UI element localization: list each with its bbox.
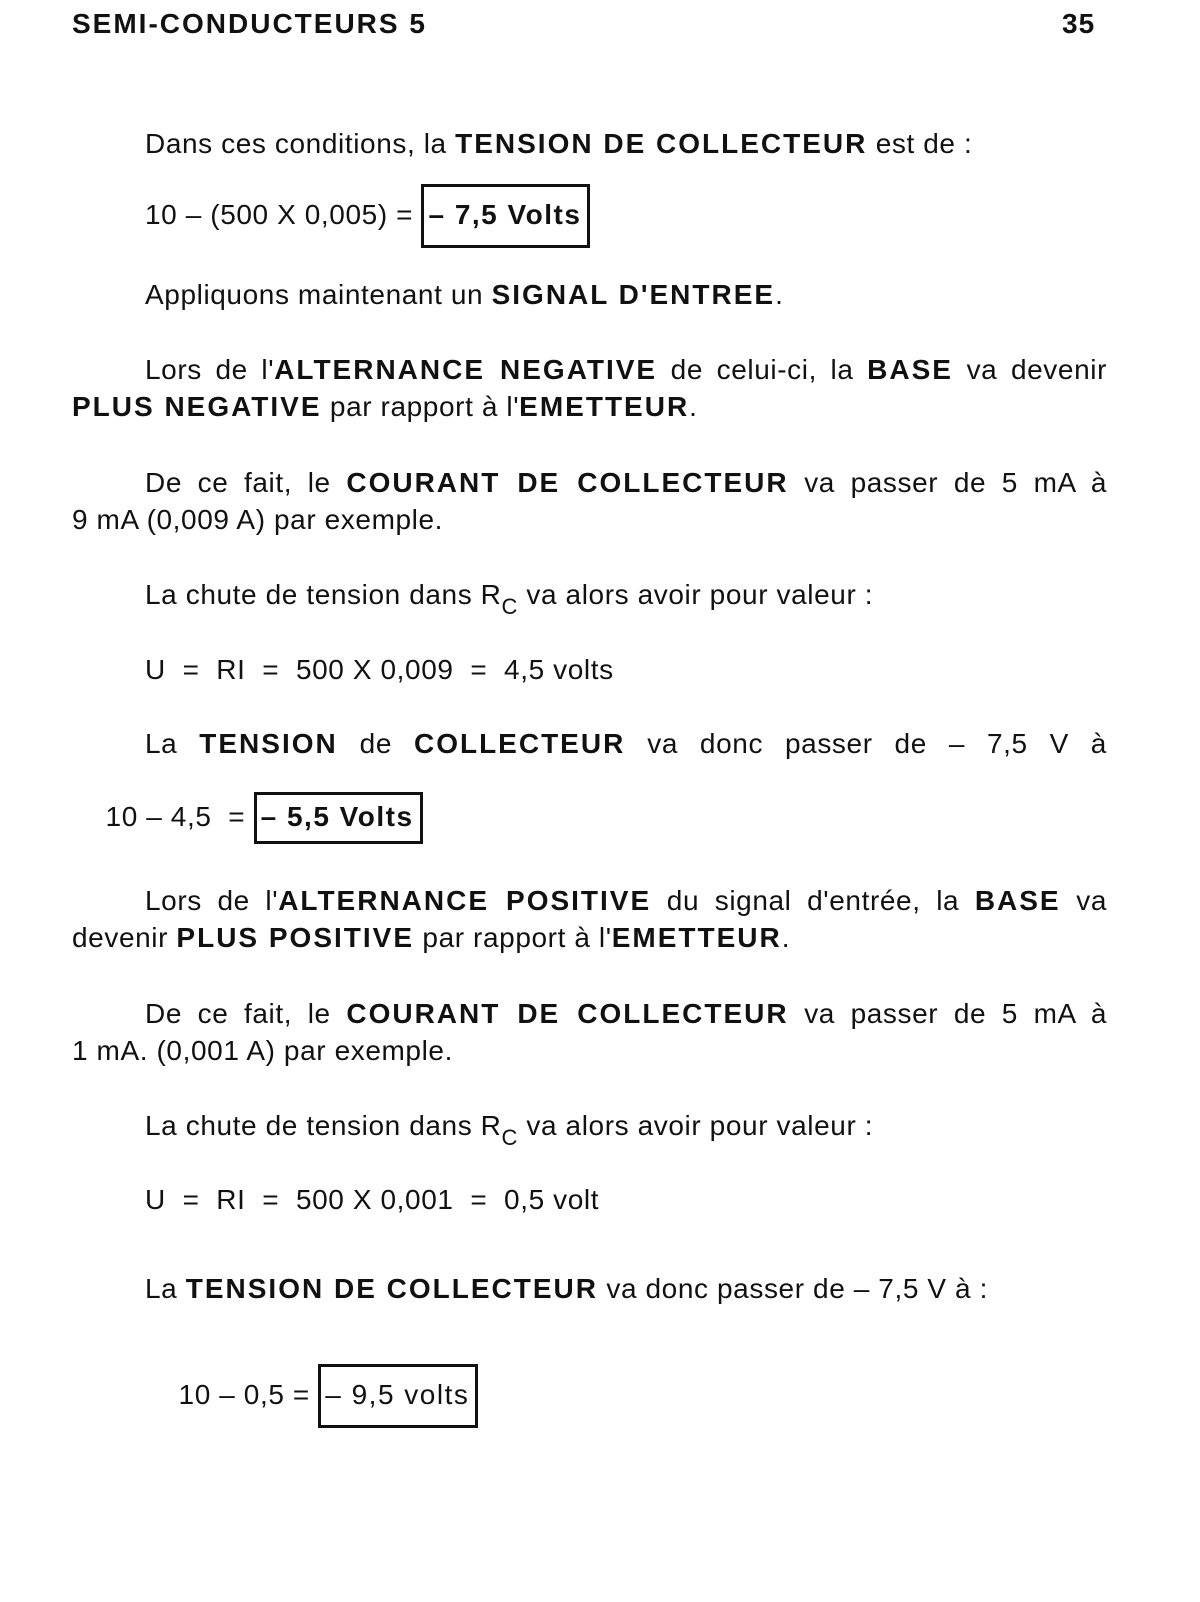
- paragraph-current-decrease-line2: 1 mA. (0,001 A) par exemple.: [72, 1035, 453, 1066]
- paragraph-negative-alternation-line2: PLUS NEGATIVE par rapport à l'EMETTEUR.: [72, 391, 698, 422]
- paragraph-voltage-drop-1: La chute de tension dans $R_C$ va alors avoir pour valeur :: [145, 579, 874, 619]
- result-box: – 7,5 Volts: [421, 184, 590, 248]
- equation-voltage-drop-1: U = RI = 500 X 0,009 = 4,5 volts: [145, 654, 614, 685]
- paragraph-current-increase-line1: De ce fait, le COURANT DE COLLECTEUR va passer de 5 mA à: [145, 467, 1108, 498]
- running-header-title: SEMI-CONDUCTEURS 5: [72, 8, 427, 39]
- paragraph-negative-alternation-line1: Lors de l'ALTERNANCE NEGATIVE de celui-ci, la BASE va devenir: [145, 354, 1107, 385]
- result-box: – 5,5 Volts: [254, 792, 423, 844]
- paragraph-voltage-drop-2: La chute de tension dans $R_C$ va alors avoir pour valeur :: [145, 1110, 874, 1150]
- equation-result-1: 10 – 4,5 = – 5,5 Volts: [72, 760, 423, 876]
- paragraph-collector-voltage-change-1-line1: La TENSION de COLLECTEUR va donc passer de – 7,5 V à: [145, 728, 1107, 759]
- result-box: – 9,5 volts: [318, 1364, 478, 1428]
- paragraph-collector-voltage-intro: Dans ces conditions, la TENSION DE COLLECTEUR est de :: [145, 128, 973, 159]
- equation-voltage-drop-2: U = RI = 500 X 0,001 = 0,5 volt: [145, 1184, 600, 1215]
- paragraph-positive-alternation-line1: Lors de l'ALTERNANCE POSITIVE du signal d'entrée, la BASE va: [145, 885, 1107, 916]
- equation-initial-voltage: 10 – (500 X 0,005) = – 7,5 Volts: [145, 184, 590, 248]
- paragraph-apply-signal: Appliquons maintenant un SIGNAL D'ENTREE.: [145, 279, 784, 310]
- paragraph-positive-alternation-line2: devenir PLUS POSITIVE par rapport à l'EMETTEUR.: [72, 922, 791, 953]
- paragraph-collector-voltage-change-2: La TENSION DE COLLECTEUR va donc passer de – 7,5 V à :: [145, 1273, 988, 1304]
- paragraph-current-decrease-line1: De ce fait, le COURANT DE COLLECTEUR va passer de 5 mA à: [145, 998, 1108, 1029]
- equation-result-2: 10 – 0,5 = – 9,5 volts: [145, 1332, 478, 1460]
- paragraph-current-increase-line2: 9 mA (0,009 A) par exemple.: [72, 504, 444, 535]
- page-number: 35: [1062, 8, 1096, 39]
